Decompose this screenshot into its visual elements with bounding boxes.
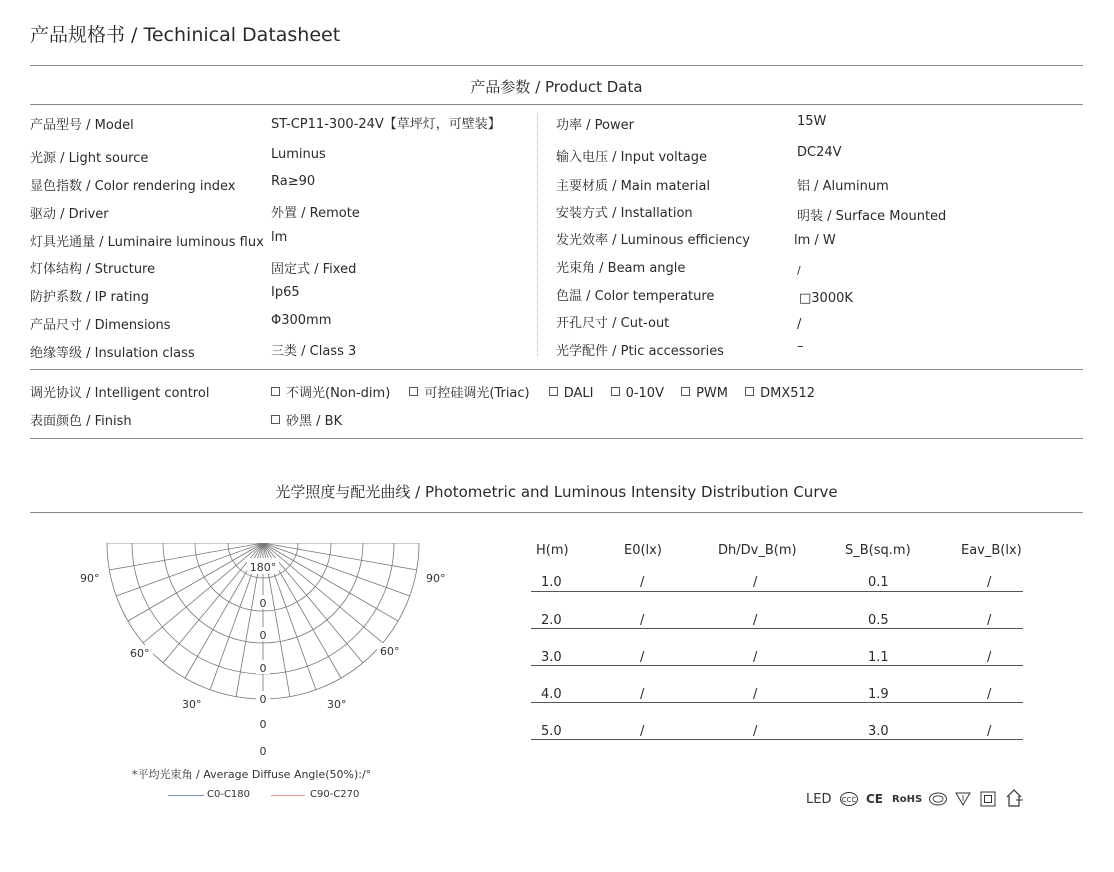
table-cell: / <box>640 613 645 628</box>
table-header: E0(lx) <box>624 543 662 558</box>
option-label: DMX512 <box>760 386 816 401</box>
table-cell: / <box>640 650 645 665</box>
spec-label-installation: 安装方式 / Installation <box>556 206 693 221</box>
divider <box>30 65 1083 66</box>
spec-label-voltage: 输入电压 / Input voltage <box>556 150 708 165</box>
ring-label: 0 <box>259 597 267 610</box>
checkbox-icon <box>549 387 558 396</box>
ring-label: 0 <box>259 629 267 642</box>
spec-label-cutout: 开孔尺寸 / Cut-out <box>556 316 670 331</box>
spec-label-cri: 显色指数 / Color rendering index <box>30 179 236 194</box>
option-label: 可控硅调光(Triac) <box>424 386 530 401</box>
product-data-title: 产品参数 / Product Data <box>470 78 643 96</box>
spec-label-structure: 灯体结构 / Structure <box>30 262 156 277</box>
checkbox-icon <box>681 387 690 396</box>
spec-value-insulation: 三类 / Class 3 <box>271 344 357 359</box>
option-label: 砂黑 / BK <box>286 414 343 429</box>
page-title: 产品规格书 / Techinical Datasheet <box>30 24 341 46</box>
ccc-icon <box>839 790 859 808</box>
table-row-line <box>531 665 1023 666</box>
table-cell: 3.0 <box>541 650 562 665</box>
table-cell: / <box>753 613 758 628</box>
option-label: 不调光(Non-dim) <box>286 386 391 401</box>
svg-text:CCC: CCC <box>841 796 857 804</box>
spec-label-cct: 色温 / Color temperature <box>556 289 715 304</box>
spec-value-voltage: DC24V <box>797 145 842 160</box>
indoor-use-icon <box>1004 788 1024 808</box>
photometric-title: 光学照度与配光曲线 / Photometric and Luminous Intensity Distribution Curve <box>275 483 838 501</box>
spec-label-light-source: 光源 / Light source <box>30 151 149 166</box>
checkbox-icon <box>409 387 418 396</box>
spec-label-power: 功率 / Power <box>556 118 634 133</box>
spec-label-dimensions: 产品尺寸 / Dimensions <box>30 318 171 333</box>
table-row-line <box>531 628 1023 629</box>
checkbox-icon <box>271 387 280 396</box>
spec-label-accessories: 光学配件 / Ptic accessories <box>556 344 724 359</box>
control-option-0-10v[interactable] <box>611 386 664 401</box>
table-cell: / <box>640 575 645 590</box>
finish-options <box>271 410 342 429</box>
table-cell: 5.0 <box>541 724 562 739</box>
control-option-dmx512[interactable] <box>745 386 815 401</box>
table-cell: / <box>987 724 992 739</box>
spec-value-ip: Ip65 <box>271 285 300 300</box>
ce-mark: CE <box>866 792 884 806</box>
led-mark: LED <box>806 792 832 807</box>
spec-value-installation: 明装 / Surface Mounted <box>797 209 947 224</box>
spec-value-cct: □3000K <box>799 291 853 306</box>
table-cell: 2.0 <box>541 613 562 628</box>
table-cell: 1.0 <box>541 575 562 590</box>
column-divider <box>537 113 538 356</box>
table-cell: / <box>753 687 758 702</box>
polar-label-left-90: 90° <box>80 572 100 585</box>
divider <box>30 512 1083 513</box>
spec-value-structure: 固定式 / Fixed <box>271 262 357 277</box>
finish-option-bk[interactable] <box>271 414 342 429</box>
table-cell: / <box>753 575 758 590</box>
polar-label-left-60: 60° <box>130 647 150 660</box>
spec-value-flux: lm <box>271 230 288 245</box>
spec-value-cutout: / <box>797 317 802 332</box>
spec-value-cri: Ra≥90 <box>271 174 316 189</box>
option-label: DALI <box>563 386 594 401</box>
table-cell: / <box>987 650 992 665</box>
ring-label: 0 <box>259 662 267 675</box>
control-option-pwm[interactable] <box>681 386 728 401</box>
option-label: PWM <box>696 386 728 401</box>
table-header: H(m) <box>536 543 569 558</box>
spec-value-beam-angle: / <box>797 264 801 277</box>
spec-label-ip: 防护系数 / IP rating <box>30 290 149 305</box>
table-cell: 1.9 <box>868 687 889 702</box>
option-label: 0-10V <box>625 386 664 401</box>
average-diffuse-angle-note: *平均光束角 / Average Diffuse Angle(50%):/° <box>132 768 372 781</box>
spec-label-material: 主要材质 / Main material <box>556 179 711 194</box>
polar-label-right-60: 60° <box>380 645 400 658</box>
table-header: Eav_B(lx) <box>961 543 1022 558</box>
double-insulation-icon <box>980 791 996 807</box>
polar-diagram <box>60 530 480 765</box>
control-option-dali[interactable] <box>549 386 594 401</box>
legend-line-c90 <box>271 795 305 796</box>
table-cell: / <box>753 724 758 739</box>
spec-label-insulation: 绝缘等级 / Insulation class <box>30 346 195 361</box>
control-option-nondim[interactable] <box>271 386 390 401</box>
spec-value-power: 15W <box>797 114 827 129</box>
table-cell: / <box>987 613 992 628</box>
spec-label-efficiency: 发光效率 / Luminous efficiency <box>556 233 750 248</box>
table-row-line <box>531 591 1023 592</box>
table-cell: / <box>987 687 992 702</box>
divider <box>30 369 1083 370</box>
table-header: S_B(sq.m) <box>845 543 911 558</box>
spec-value-accessories: – <box>797 339 804 354</box>
polar-label-right-30: 30° <box>327 698 347 711</box>
table-cell: 0.1 <box>868 575 889 590</box>
table-cell: 4.0 <box>541 687 562 702</box>
polar-label-left-30: 30° <box>182 698 202 711</box>
spec-value-model: ST-CP11-300-24V【草坪灯，可壁装】 <box>271 117 501 132</box>
spec-value-efficiency: lm / W <box>794 233 836 248</box>
control-option-triac[interactable] <box>409 386 529 401</box>
spec-value-material: 铝 / Aluminum <box>797 179 889 194</box>
ring-label: 0 <box>259 718 267 731</box>
polar-label-180: 180° <box>249 561 277 574</box>
ring-label: 0 <box>259 693 267 706</box>
class-iii-icon <box>955 791 971 807</box>
table-cell: / <box>640 687 645 702</box>
table-row-line <box>531 739 1023 740</box>
checkbox-icon <box>611 387 620 396</box>
control-label: 调光协议 / Intelligent control <box>30 386 210 401</box>
spec-value-light-source: Luminus <box>271 147 326 162</box>
control-options <box>271 382 815 401</box>
spec-value-dimensions: Φ300mm <box>271 313 332 328</box>
table-cell: 0.5 <box>868 613 889 628</box>
legend-line-c0 <box>168 795 204 796</box>
spec-label-beam-angle: 光束角 / Beam angle <box>556 261 686 276</box>
finish-label: 表面颜色 / Finish <box>30 414 132 429</box>
table-cell: / <box>640 724 645 739</box>
checkbox-icon <box>271 415 280 424</box>
rohs-mark: RoHS <box>892 794 923 805</box>
table-row-line <box>531 702 1023 703</box>
table-cell: / <box>987 575 992 590</box>
table-cell: 1.1 <box>868 650 889 665</box>
checkbox-icon <box>745 387 754 396</box>
ring-label: 0 <box>259 745 267 758</box>
divider <box>30 104 1083 105</box>
polar-label-right-90: 90° <box>426 572 446 585</box>
table-cell: / <box>753 650 758 665</box>
spec-label-driver: 驱动 / Driver <box>30 207 109 222</box>
table-cell: 3.0 <box>868 724 889 739</box>
legend-label-c90: C90-C270 <box>310 789 360 800</box>
table-header: Dh/Dv_B(m) <box>718 543 797 558</box>
divider <box>30 438 1083 439</box>
spec-label-model: 产品型号 / Model <box>30 118 134 133</box>
cqc-icon <box>928 791 948 807</box>
spec-label-flux: 灯具光通量 / Luminaire luminous flux <box>30 235 264 250</box>
spec-value-driver: 外置 / Remote <box>271 206 360 221</box>
legend-label-c0: C0-C180 <box>207 789 251 800</box>
